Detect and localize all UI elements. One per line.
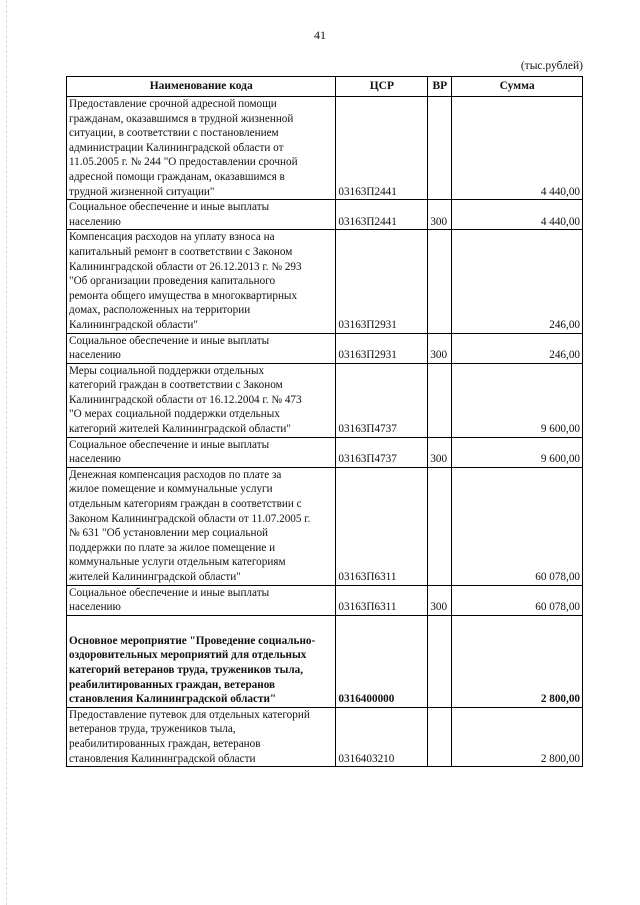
budget-table	[66, 76, 583, 767]
cell-csr: 0316400000	[336, 615, 428, 707]
cell-name: Социальное обеспечение и иные выплаты населению	[67, 333, 336, 363]
cell-csr: 03163П2441	[336, 200, 428, 230]
table-row	[67, 437, 583, 467]
cell-vr: 300	[428, 437, 452, 467]
cell-vr	[428, 363, 452, 437]
cell-sum: 60 078,00	[452, 585, 583, 615]
cell-vr	[428, 467, 452, 585]
cell-vr	[428, 230, 452, 333]
table-row	[67, 615, 583, 707]
units-label: (тыс.рублей)	[520, 60, 583, 72]
cell-name: Денежная компенсация расходов по плате за жилое помещение и коммунальные услуги отдельным категориям граждан в соответствии с Законом Калининградской области от 11.07.2005 г. № 631 "Об установлении мер социальной поддержки по плате за жилое помещение и коммунальные услуги отдельным категориям жителей Калининградской области"	[67, 467, 336, 585]
table-row	[67, 97, 583, 200]
cell-sum: 4 440,00	[452, 97, 583, 200]
table-row	[67, 707, 583, 766]
header-name: Наименование кода	[67, 77, 336, 97]
cell-name: Меры социальной поддержки отдельных категорий граждан в соответствии с Законом Калининградской области от 16.12.2004 г. № 473 "О мерах социальной поддержки отдельных категорий жителей Калининградской области"	[67, 363, 336, 437]
cell-sum: 2 800,00	[452, 707, 583, 766]
cell-vr: 300	[428, 200, 452, 230]
cell-sum: 4 440,00	[452, 200, 583, 230]
cell-name: Социальное обеспечение и иные выплаты населению	[67, 585, 336, 615]
cell-name: Предоставление путевок для отдельных категорий ветеранов труда, тружеников тыла, реабилитированных граждан, ветеранов становления Калининградской области	[67, 707, 336, 766]
cell-csr: 03163П2931	[336, 333, 428, 363]
cell-sum: 60 078,00	[452, 467, 583, 585]
cell-sum: 2 800,00	[452, 615, 583, 707]
cell-csr: 03163П4737	[336, 363, 428, 437]
table-row	[67, 333, 583, 363]
cell-sum: 9 600,00	[452, 437, 583, 467]
table-row	[67, 585, 583, 615]
cell-csr: 03163П2441	[336, 97, 428, 200]
table-row	[67, 200, 583, 230]
cell-name: Социальное обеспечение и иные выплаты населению	[67, 437, 336, 467]
cell-vr	[428, 615, 452, 707]
cell-name: Основное мероприятие "Проведение социально- оздоровительных мероприятий для отдельных категорий ветеранов труда, тружеников тыла, реабилитированных граждан, ветеранов становления Калининградской области"	[67, 615, 336, 707]
cell-sum: 9 600,00	[452, 363, 583, 437]
table-row	[67, 467, 583, 585]
table-row	[67, 363, 583, 437]
table-body	[67, 97, 583, 767]
cell-vr: 300	[428, 333, 452, 363]
header-sum: Сумма	[452, 77, 583, 97]
cell-csr: 03163П6311	[336, 467, 428, 585]
scan-margin-line	[6, 0, 7, 905]
cell-csr: 03163П2931	[336, 230, 428, 333]
table-row	[67, 230, 583, 333]
header-vr: ВР	[428, 77, 452, 97]
table-header-row	[67, 77, 583, 97]
page-number: 41	[314, 28, 326, 42]
cell-name: Компенсация расходов на уплату взноса на капитальный ремонт в соответствии с Законом Калининградской области от 26.12.2013 г. № 293 "Об организации проведения капитального ремонта общего имущества в многоквартирных домах, расположенных на территории Калининградской области"	[67, 230, 336, 333]
header-csr: ЦСР	[336, 77, 428, 97]
cell-sum: 246,00	[452, 230, 583, 333]
cell-name: Предоставление срочной адресной помощи гражданам, оказавшимся в трудной жизненной ситуации, в соответствии с постановлением администрации Калининградской области от 11.05.2005 г. № 244 "О предоставлении срочной адресной помощи гражданам, оказавшимся в трудной жизненной ситуации"	[67, 97, 336, 200]
cell-name: Социальное обеспечение и иные выплаты населению	[67, 200, 336, 230]
cell-csr: 03163П4737	[336, 437, 428, 467]
cell-vr	[428, 707, 452, 766]
cell-csr: 03163П6311	[336, 585, 428, 615]
cell-vr	[428, 97, 452, 200]
cell-vr: 300	[428, 585, 452, 615]
cell-csr: 0316403210	[336, 707, 428, 766]
cell-sum: 246,00	[452, 333, 583, 363]
